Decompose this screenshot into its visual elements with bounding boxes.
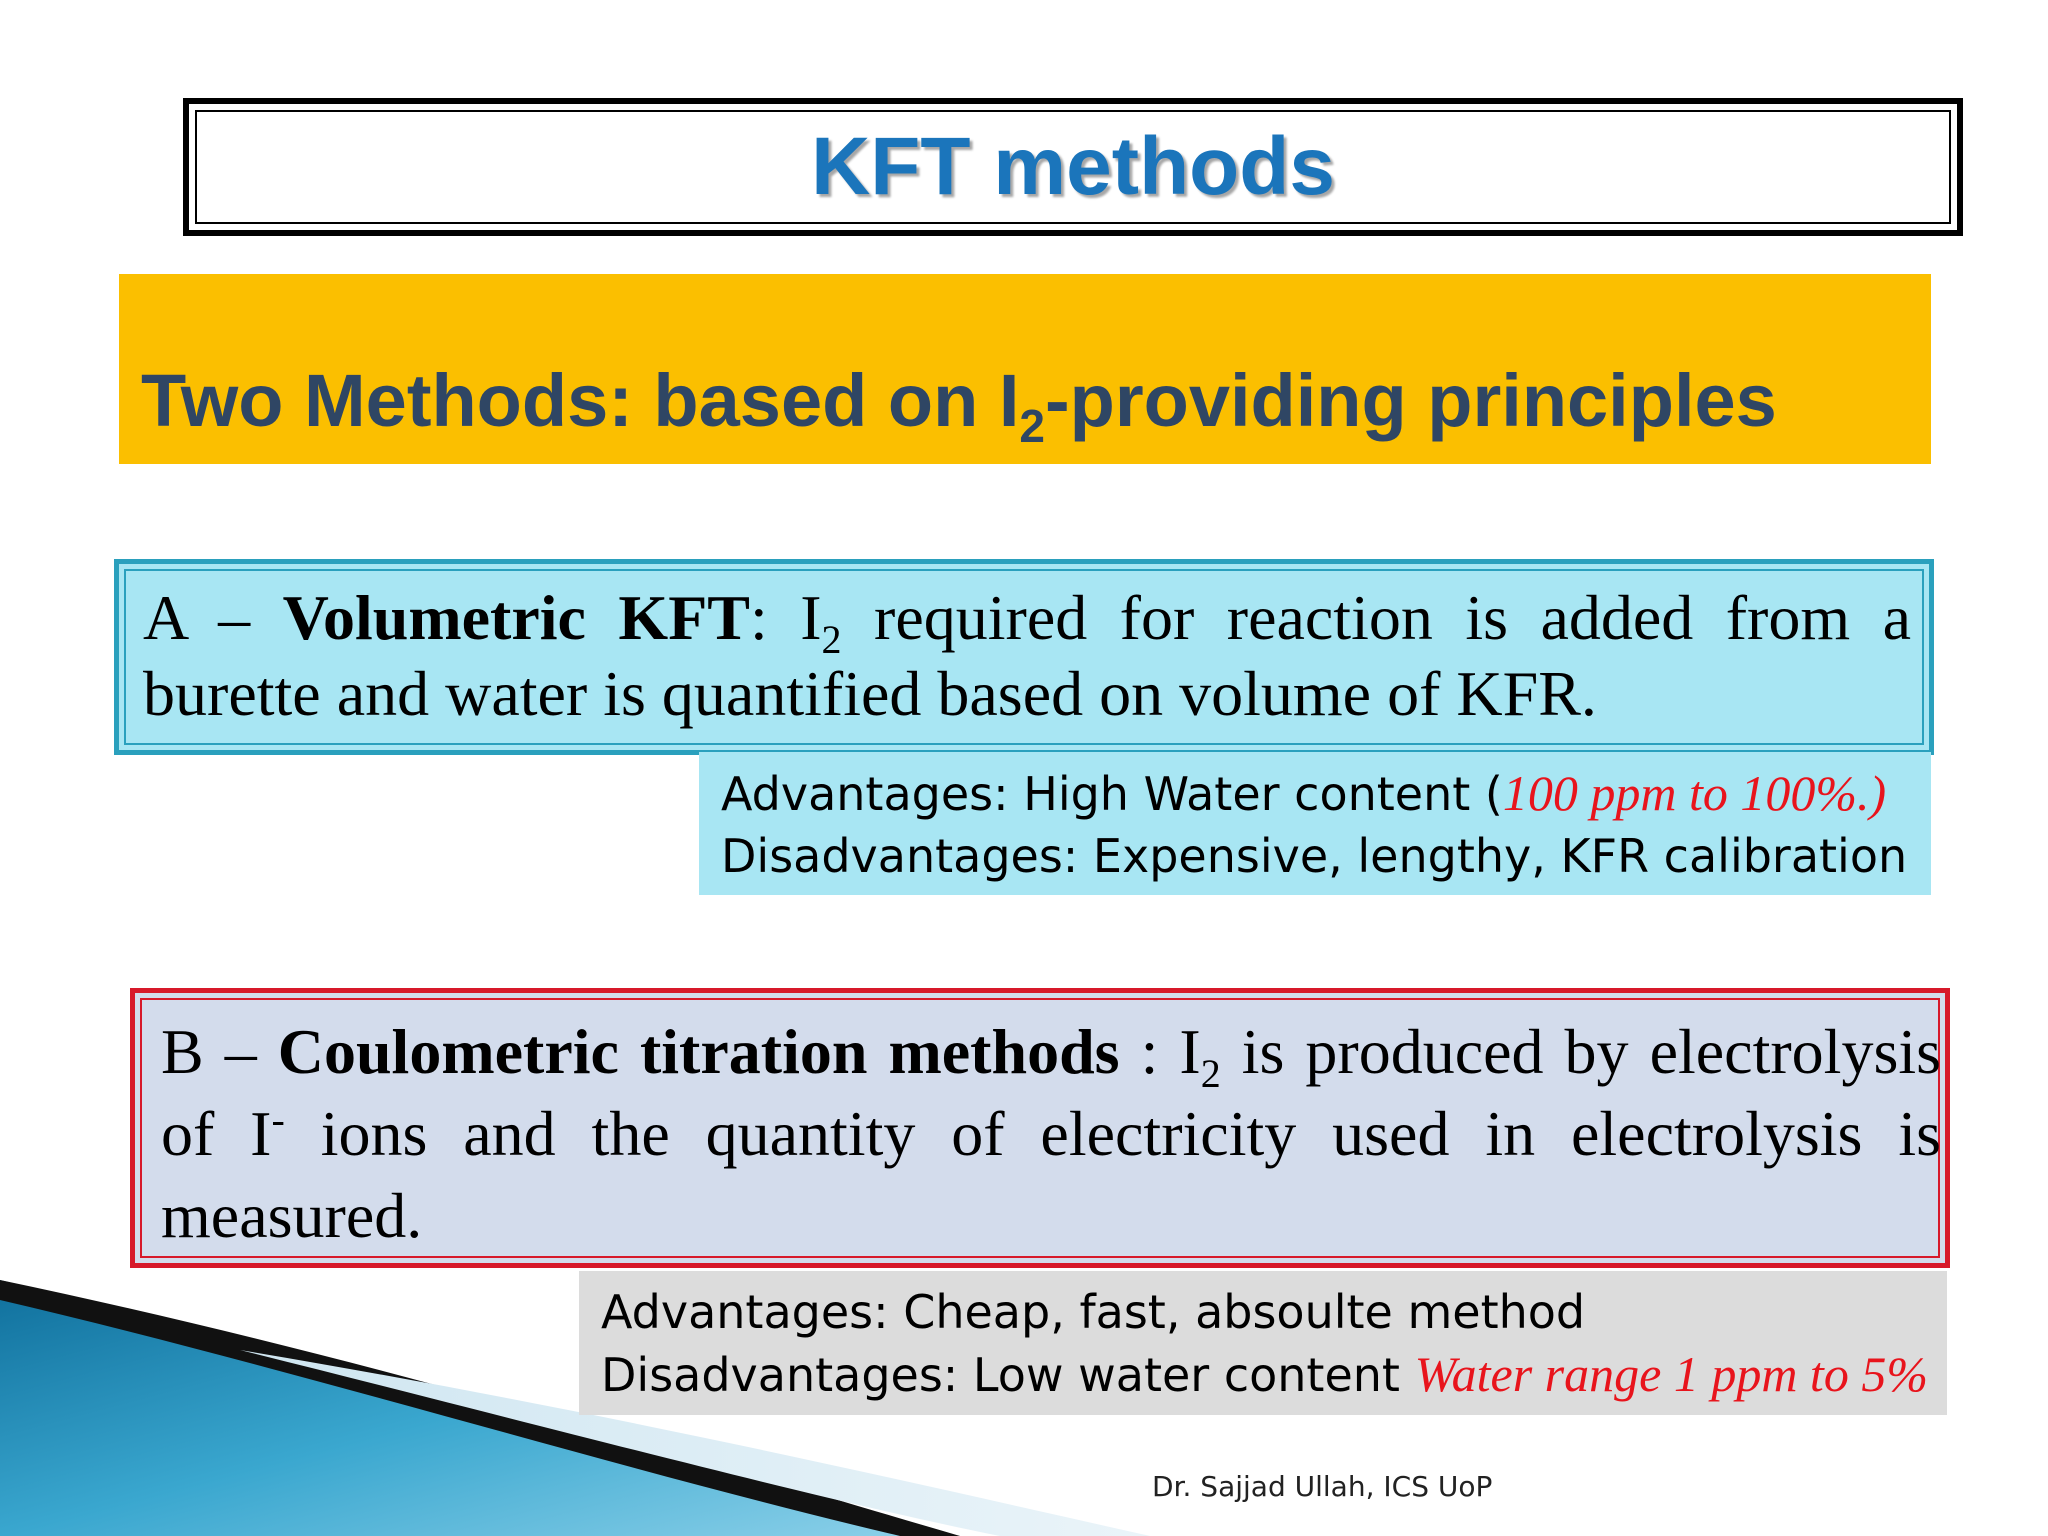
title-frame xyxy=(183,98,1963,236)
method-a-disadvantages: Disadvantages: Expensive, lengthy, KFR calibration xyxy=(721,829,1908,883)
method-a-name: Volumetric KFT xyxy=(282,582,750,653)
method-b-name: Coulometric titration methods xyxy=(277,1016,1120,1087)
method-b-text: B – Coulometric titration methods : $I_2$ is produced by electrolysis of I- ions and the quantity of electricity used in electrolysis is measured. xyxy=(161,1016,1942,1251)
title-frame-inner xyxy=(195,110,1951,224)
method-b-range: Water range 1 ppm to 5% xyxy=(1414,1346,1928,1402)
method-a-range: 100 ppm to 100%.) xyxy=(1502,765,1887,821)
subtitle-text: Two Methods: based on $I_2$-providing principles xyxy=(141,359,1777,452)
slide-title: KFT methods xyxy=(811,121,1335,212)
method-b-box xyxy=(130,988,1950,1268)
method-a-notes-text xyxy=(721,762,1907,887)
method-b-disadvantages: Disadvantages: Low water content Water range 1 ppm to 5% xyxy=(601,1346,1928,1402)
method-a-notes xyxy=(699,752,1931,895)
method-a-text: A – Volumetric KFT: $I_2$ required for reaction is added from a burette and water is quantified based on volume of KFR. xyxy=(143,582,1912,729)
method-b-advantages: Advantages: Cheap, fast, absoulte method xyxy=(601,1285,1586,1339)
method-b-notes-text xyxy=(601,1281,1928,1406)
footer-credit: Dr. Sajjad Ullah, ICS UoP xyxy=(1152,1470,1493,1503)
method-a-advantages: Advantages: High Water content (100 ppm to 100%.) xyxy=(721,765,1887,821)
subtitle-banner xyxy=(119,274,1931,464)
method-b-notes xyxy=(579,1271,1947,1415)
method-a-box xyxy=(114,559,1934,755)
